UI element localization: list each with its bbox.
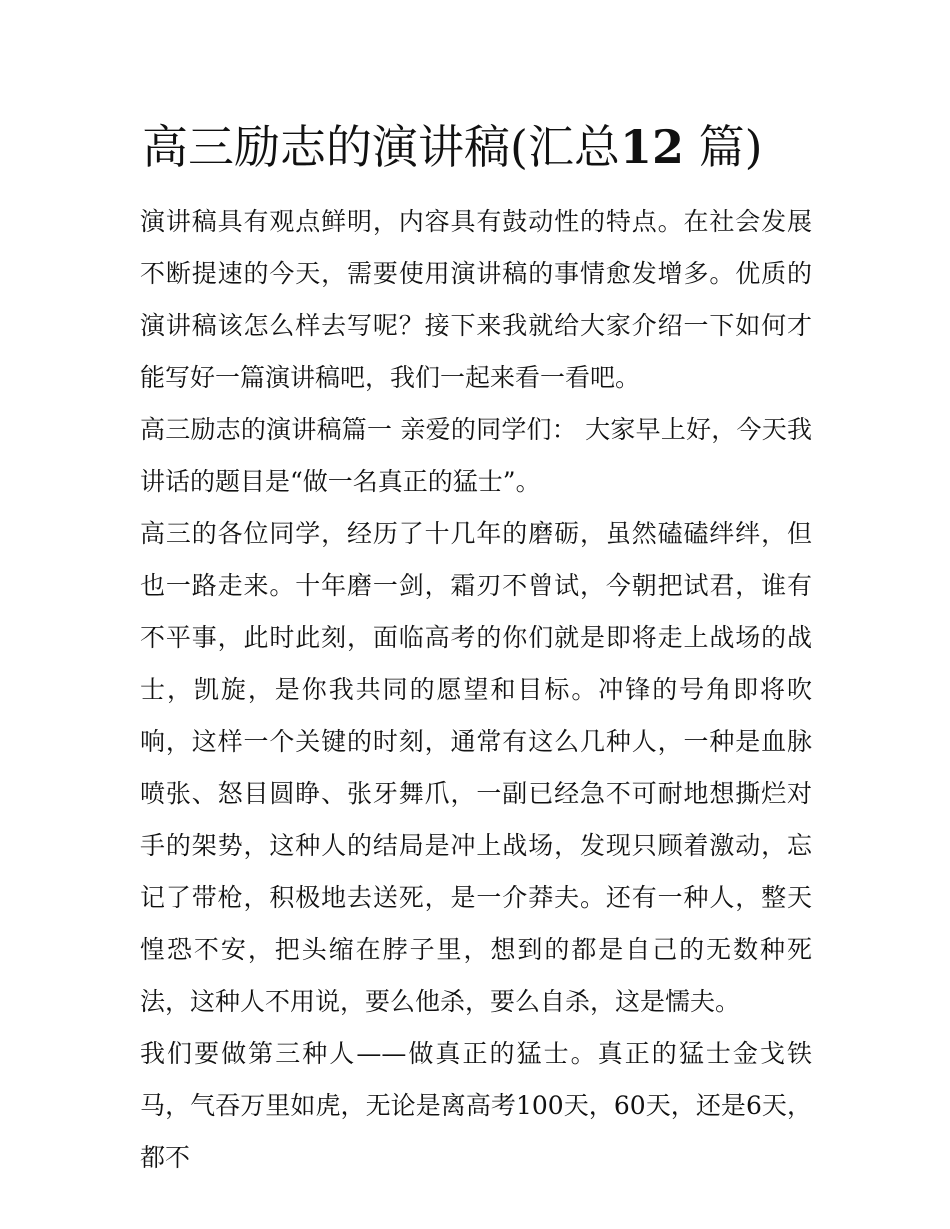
title-prefix: 高三励志的演讲稿(汇总 <box>142 120 620 174</box>
document-body <box>140 196 812 1184</box>
title-suffix: 篇) <box>698 120 763 174</box>
document-title <box>142 112 842 182</box>
title-number: 12 <box>619 120 684 174</box>
speech-continuation-paragraph: 我们要做第三种人——做真正的猛士。真正的猛士金戈铁马，气吞万里如虎，无论是离高考100天，60天，还是6天，都不 <box>140 1039 812 1172</box>
speech-body-paragraph: 高三的各位同学，经历了十几年的磨砺，虽然磕磕绊绊，但也一路走来。十年磨一剑，霜刃不曾试，今朝把试君，谁有不平事，此时此刻，面临高考的你们就是即将走上战场的战士，凯旋，是你我共同的愿望和目标。冲锋的号角即将吹响，这样一个关键的时刻，通常有这么几种人，一种是血脉喷张、怒目圆睁、张牙舞爪，一副已经急不可耐地想撕烂对手的架势，这种人的结局是冲上战场，发现只顾着激动，忘记了带枪，积极地去送死，是一介莽夫。还有一种人，整天惶恐不安，把头缩在脖子里，想到的都是自己的无数种死法，这种人不用说，要么他杀，要么自杀，这是懦夫。 <box>140 519 812 1016</box>
intro-paragraph: 演讲稿具有观点鲜明，内容具有鼓动性的特点。在社会发展不断提速的今天，需要使用演讲稿的事情愈发增多。优质的演讲稿该怎么样去写呢？接下来我就给大家介绍一下如何才能写好一篇演讲稿吧，我们一起来看一看吧。 <box>140 207 812 392</box>
speech-opening-paragraph: 高三励志的演讲稿篇一 亲爱的同学们： 大家早上好，今天我讲话的题目是“做一名真正的猛士”。 <box>140 415 812 496</box>
